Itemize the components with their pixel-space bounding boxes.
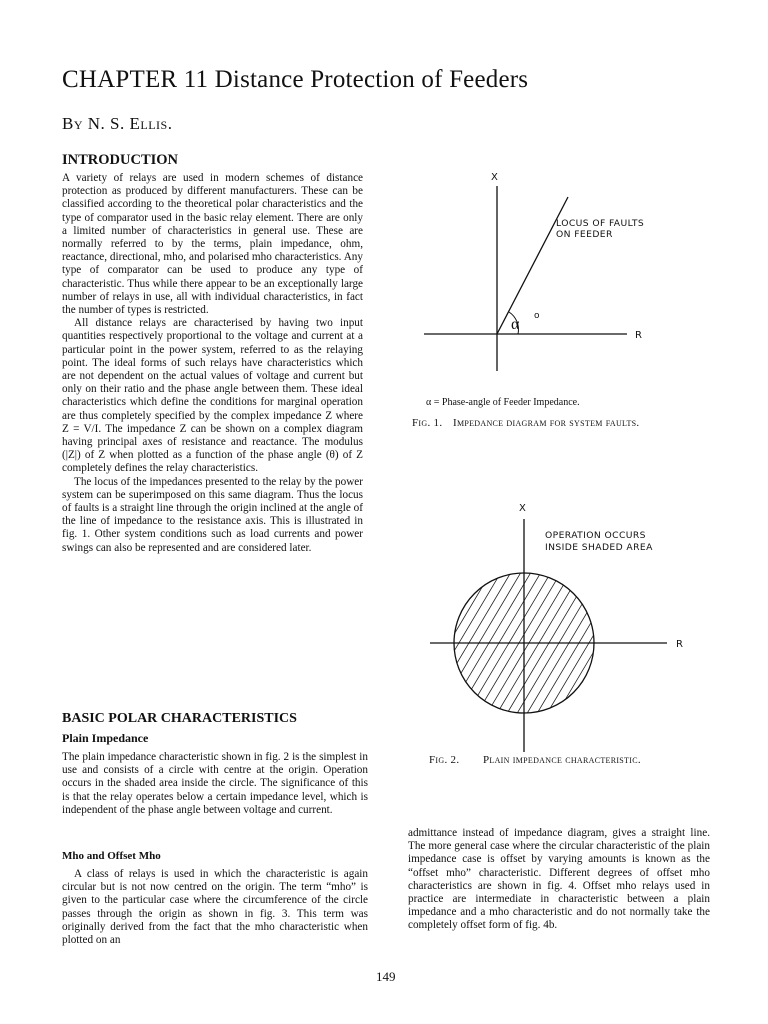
fig2-caption-number: Fig. 2.: [429, 754, 460, 766]
fig1-annotation-line-1: LOCUS OF FAULTS: [556, 218, 645, 229]
fig1-r-label: R: [635, 330, 642, 341]
mho-paragraph: A class of relays is used in which the characteristic is again circular but is not now centred on the origin. The term “mho” is given to the particular case where the circumference of the circle passes through the origin as shown in fig. 3. This term was originally derived from the fact that the mho characteristic when plotted on an: [62, 868, 368, 947]
fig2-r-label: R: [676, 639, 683, 650]
fig1-x-label: X: [491, 172, 498, 183]
fig2-x-label: X: [519, 503, 526, 514]
plain-impedance-paragraph: The plain impedance characteristic shown in fig. 2 is the simplest in use and consists of a circle with centre at the origin. Operation occurs in the shaded area inside the circle. The significance of this is that the relay operates below a certain impedance level, which is independent of the phase angle between voltage and current.: [62, 751, 368, 816]
fig2-plain-impedance-diagram: [200, 473, 740, 843]
intro-paragraph-2: All distance relays are characterised by having two input quantities respectively proportional to the voltage and current at a particular point in the power system, referred to as the relaying point. The ideal forms of such relays have characteristics which are not dependent on the actual values of voltage and current but only on their ratio and the phase angle between them. These ideal characteristics which define the conditions for marginal operation are thus completely specified by the complex impedance Z where Z = V/I. The impedance Z can be shown on a complex diagram having principal axes of resistance and reactance. The modulus (|Z|) of Z when plotted as a function of the phase angle (θ) of Z completely defines the relay characteristics.: [62, 317, 363, 475]
intro-paragraph-3: The locus of the impedances presented to the relay by the power system can be superimposed on this same diagram. Thus the locus of faults is a straight line through the origin inclined at the angle of the line of impedance to the resistance axis. This is illustrated in fig. 1. Other system conditions such as load currents and power swings can also be represented and are considered later.: [62, 475, 363, 554]
page-number: 149: [376, 969, 396, 984]
fig1-caption-number: Fig. 1.: [412, 417, 443, 429]
fig1-phase-note: α = Phase-angle of Feeder Impedance.: [426, 397, 580, 408]
fig1-caption-text: Impedance diagram for system faults.: [453, 417, 640, 429]
mho-heading: Mho and Offset Mho: [62, 850, 161, 862]
introduction-heading: INTRODUCTION: [62, 152, 179, 168]
author-line: By N. S. Ellis.: [62, 114, 173, 133]
fig1-impedance-diagram: [412, 172, 644, 429]
fig1-alpha-symbol: α: [511, 316, 520, 333]
fig1-annotation-line-2: ON FEEDER: [556, 229, 613, 240]
chapter-title: CHAPTER 11 Distance Protection of Feeders: [62, 66, 529, 93]
basic-polar-heading: BASIC POLAR CHARACTERISTICS: [62, 711, 297, 726]
continuation-paragraph: admittance instead of impedance diagram, gives a straight line. The more general case where the circular characteristic of the plain impedance case is offset by varying amounts is known as the “offset mho” characteristic. Different degrees of offset mho characteristics are shown in fig. 4. Offset mho relays used in practice are intermediate in characteristic between a plain impedance and a mho characteristic and do not normally take the completely offset form of fig. 4b.: [408, 827, 710, 932]
fig2-shaded-area: [200, 473, 740, 843]
fig1-degree-symbol: o: [534, 311, 540, 321]
fig2-annotation-line-1: OPERATION OCCURS: [545, 530, 646, 541]
intro-paragraph-1: A variety of relays are used in modern schemes of distance protection as produced by different manufacturers. These can be classified according to the theoretical polar characteristics and the type of comparator used in the basic relay element. There are only a limited number of characteristics in general use. These are normally referred to by the terms, plain impedance, ohm, reactance, directional, mho, and polarised mho characteristics. Any type of comparator can be used to produce any type of characteristic. Thus while there appear to be an exceptionally large number of relays in use, all with individual characteristics, in fact the number of types is restricted.: [62, 172, 363, 317]
fig2-caption-text: Plain impedance characteristic.: [483, 754, 641, 766]
fig2-annotation-line-2: INSIDE SHADED AREA: [545, 542, 653, 553]
plain-impedance-heading: Plain Impedance: [62, 731, 149, 745]
